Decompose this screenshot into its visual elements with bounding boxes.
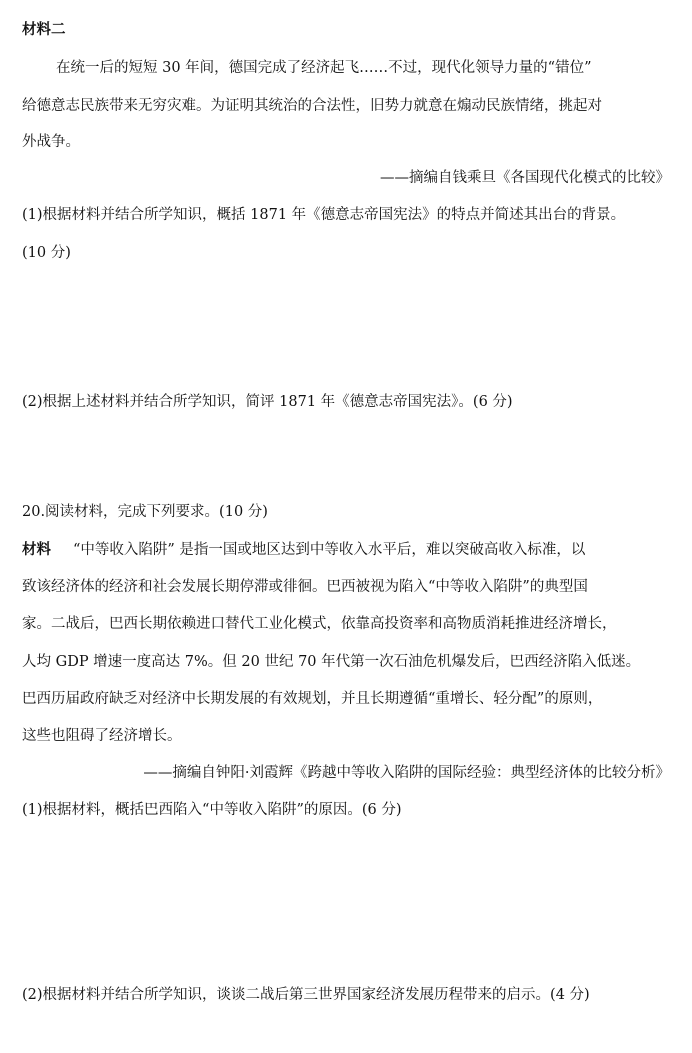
material-paragraph-line: 在统一后的短短 30 年间，德国完成了经济起飞……不过，现代化领导力量的“错位”	[56, 60, 592, 76]
material-paragraph-line	[22, 540, 585, 560]
question-20-header: 20.阅读材料，完成下列要求。(10 分)	[22, 504, 268, 520]
material-label: 材料	[22, 541, 51, 558]
question-20-1: (1)根据材料，概括巴西陷入“中等收入陷阱”的原因。(6 分)	[22, 802, 402, 818]
material-paragraph-line: 家。二战后，巴西长期依赖进口替代工业化模式，依靠高投资率和高物质消耗推进经济增长，	[22, 616, 617, 632]
question-19-1-score: (10 分)	[22, 245, 71, 261]
question-20-2: (2)根据材料并结合所学知识，谈谈二战后第三世界国家经济发展历程带来的启示。(4 分)	[22, 987, 590, 1003]
material-source: ——摘编自钱乘旦《各国现代化模式的比较》	[380, 170, 670, 186]
material-source: ——摘编自钟阳·刘霞辉《跨越中等收入陷阱的国际经验：典型经济体的比较分析》	[143, 765, 670, 781]
material-paragraph-line: 致该经济体的经济和社会发展长期停滞或徘徊。巴西被视为陷入“中等收入陷阱”的典型国	[22, 579, 588, 595]
material-paragraph-line: 外战争。	[22, 134, 80, 150]
material-paragraph-line: 这些也阻碍了经济增长。	[22, 728, 182, 744]
material-paragraph-line: 巴西历届政府缺乏对经济中长期发展的有效规划，并且长期遵循“重增长、轻分配”的原则，	[22, 691, 603, 707]
material-paragraph-line: 给德意志民族带来无穷灾难。为证明其统治的合法性，旧势力就意在煽动民族情绪，挑起对	[22, 98, 602, 114]
material-text: “中等收入陷阱” 是指一国或地区达到中等收入水平后，难以突破高收入标准，以	[73, 542, 586, 558]
material-title: 材料二	[22, 21, 66, 38]
question-19-1: (1)根据材料并结合所学知识，概括 1871 年《德意志帝国宪法》的特点并简述其出台的背景。	[22, 207, 626, 223]
question-19-2: (2)根据上述材料并结合所学知识，简评 1871 年《德意志帝国宪法》。(6 分)	[22, 394, 513, 410]
material-paragraph-line: 人均 GDP 增速一度高达 7%。但 20 世纪 70 年代第一次石油危机爆发后，巴西经济陷入低迷。	[22, 654, 641, 670]
